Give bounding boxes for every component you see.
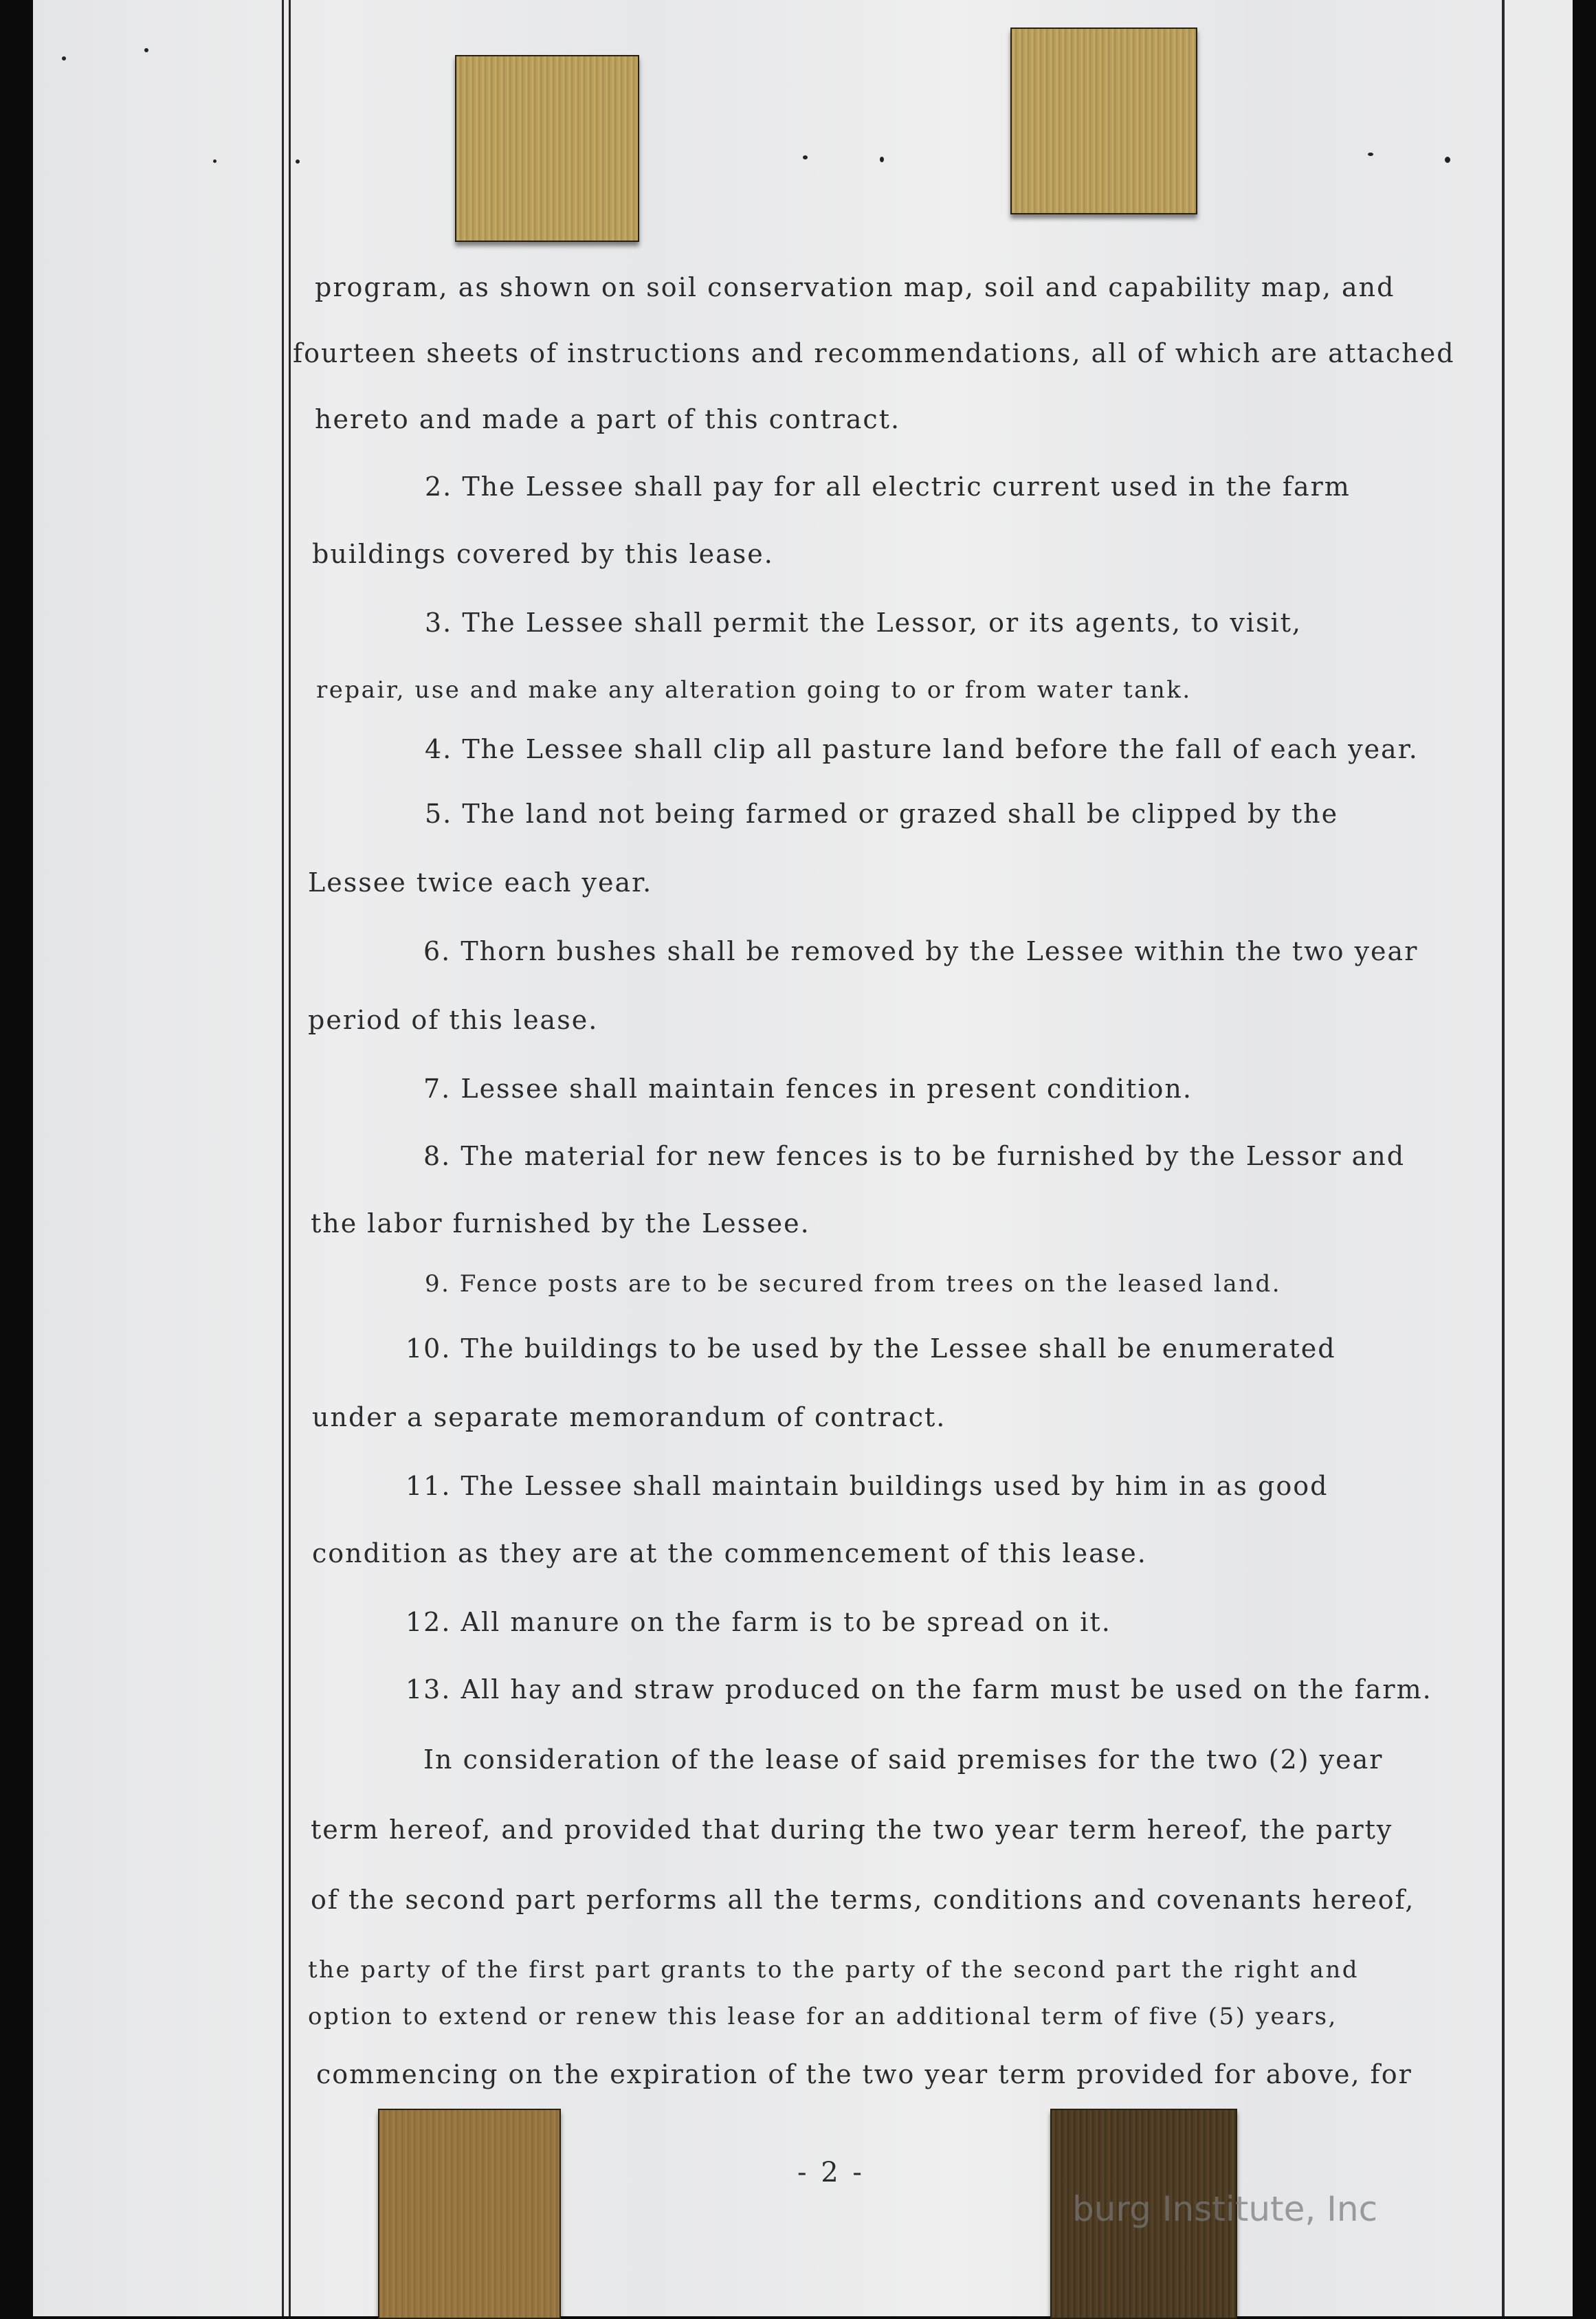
text-line-15: the labor furnished by the Lessee. — [311, 1208, 810, 1239]
text-line-2: fourteen sheets of instructions and recommendations, all of which are attached — [293, 338, 1455, 368]
text-line-22: 13. All hay and straw produced on the farm must be used on the farm. — [406, 1674, 1432, 1705]
text-line-9: 5. The land not being farmed or grazed shall be clipped by the — [425, 799, 1339, 829]
ink-speck — [144, 48, 148, 52]
ink-speck — [803, 155, 808, 159]
margin-rule-left-outer — [282, 0, 284, 2316]
text-line-28: commencing on the expiration of the two year term provided for above, for — [316, 2059, 1412, 2089]
text-line-26: the party of the first part grants to the party of the second part the right and — [308, 1956, 1360, 1984]
text-line-13: 7. Lessee shall maintain fences in present condition. — [423, 1074, 1193, 1104]
ink-speck — [62, 56, 66, 60]
ink-speck — [213, 159, 217, 163]
text-line-11: 6. Thorn bushes shall be removed by the Lessee within the two year — [423, 936, 1419, 966]
margin-rule-left-inner — [289, 0, 291, 2316]
ink-speck — [296, 159, 300, 164]
text-line-20: condition as they are at the commencement of this lease. — [312, 1538, 1147, 1568]
text-line-21: 12. All manure on the farm is to be spread on it. — [406, 1607, 1111, 1637]
text-line-24: term hereof, and provided that during the two year term hereof, the party — [311, 1815, 1393, 1845]
text-line-6: 3. The Lessee shall permit the Lessor, or its agents, to visit, — [425, 608, 1302, 638]
top-right-brass-clip — [1010, 27, 1197, 214]
text-line-19: 11. The Lessee shall maintain buildings used by him in as good — [406, 1471, 1329, 1501]
text-line-4: 2. The Lessee shall pay for all electric current used in the farm — [425, 471, 1351, 502]
text-line-17: 10. The buildings to be used by the Lessee shall be enumerated — [406, 1333, 1336, 1364]
text-line-12: period of this lease. — [308, 1005, 599, 1035]
text-line-7: repair, use and make any alteration going to or from water tank. — [316, 676, 1192, 704]
text-line-18: under a separate memorandum of contract. — [312, 1402, 946, 1432]
bottom-left-brass-clip — [378, 2109, 561, 2319]
text-line-10: Lessee twice each year. — [308, 867, 653, 898]
text-line-27: option to extend or renew this lease for an additional term of five (5) years, — [308, 2003, 1338, 2030]
ink-speck — [880, 157, 884, 162]
text-line-16: 9. Fence posts are to be secured from trees on the leased land. — [425, 1270, 1282, 1298]
text-line-5: buildings covered by this lease. — [312, 539, 774, 569]
text-line-3: hereto and made a part of this contract. — [315, 404, 901, 434]
text-line-8: 4. The Lessee shall clip all pasture land before the fall of each year. — [425, 734, 1419, 764]
watermark: burg Institute, Inc — [1072, 2189, 1378, 2229]
text-line-23: In consideration of the lease of said premises for the two (2) year — [423, 1744, 1384, 1775]
top-left-brass-clip — [455, 55, 639, 242]
page-number: - 2 - — [797, 2157, 865, 2188]
ink-speck — [1368, 153, 1373, 156]
text-line-1: program, as shown on soil conservation map, soil and capability map, and — [315, 272, 1395, 302]
ink-speck — [1445, 157, 1450, 163]
text-line-14: 8. The material for new fences is to be furnished by the Lessor and — [423, 1141, 1406, 1171]
text-line-25: of the second part performs all the terms, conditions and covenants hereof, — [311, 1885, 1415, 1915]
